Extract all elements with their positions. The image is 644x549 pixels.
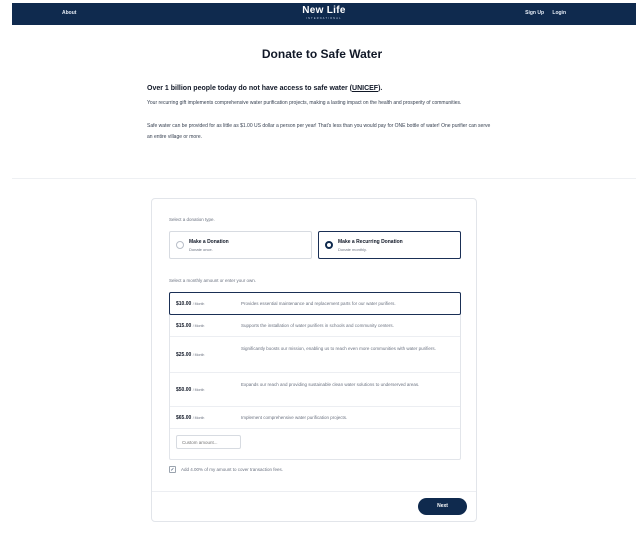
amount-option-25[interactable] [170, 337, 460, 373]
amount-number: $15.00 [176, 323, 192, 329]
amount-options-list [169, 292, 461, 460]
next-button[interactable]: Next [418, 498, 467, 515]
fee-checkbox[interactable]: ✓ [170, 467, 175, 473]
amount-per-month: / Month [192, 388, 205, 392]
auth-links [518, 10, 566, 16]
amount-per-month: / Month [192, 353, 205, 357]
donation-type-title: Make a Donation [189, 239, 229, 245]
nav-about-link[interactable]: About [62, 10, 77, 16]
amount-number: $50.00 [176, 387, 192, 393]
intro-section [147, 85, 492, 143]
intro-lead-text: Over 1 billion people today do not have access to safe water ( [147, 85, 353, 92]
amount-per-month: / Month [192, 324, 205, 328]
amount-description: Significantly boosts our mission, enabling us to reach even more communities with water purifiers. [241, 346, 436, 351]
radio-one-time[interactable] [176, 241, 184, 249]
amount-number: $10.00 [176, 301, 192, 307]
donation-type-recurring[interactable] [318, 231, 461, 259]
unicef-link[interactable]: UNICEF [352, 85, 379, 92]
nav-login-link[interactable]: Login [552, 10, 566, 16]
amount-per-month: / Month [192, 302, 205, 306]
amount-per-month: / Month [192, 416, 205, 420]
page-title: Donate to Safe Water [261, 47, 383, 61]
amount-description: Expands our reach and providing sustainable clean water solutions to underserved areas. [241, 382, 420, 387]
nav-signup-link[interactable]: Sign Up [525, 10, 544, 16]
intro-paragraph-1: Your recurring gift implements comprehensive water purification projects, making a lasting impact on the health and prosperity of communities. [147, 100, 462, 106]
amount-number: $25.00 [176, 352, 192, 358]
brand-subtitle: INTERNATIONAL [306, 17, 342, 20]
donation-type-label: Select a donation type. [169, 217, 215, 222]
section-divider [12, 178, 636, 179]
amount-value [176, 352, 204, 358]
card-footer-divider [152, 491, 476, 492]
amount-description: Implement comprehensive water purification projects. [241, 415, 348, 420]
amount-option-65[interactable] [170, 407, 460, 429]
donation-type-title: Make a Recurring Donation [338, 239, 403, 245]
intro-lead [147, 85, 492, 92]
amount-number: $65.00 [176, 415, 192, 421]
amount-label: Select a monthly amount or enter your own. [169, 278, 257, 283]
radio-recurring[interactable] [325, 241, 333, 249]
amount-option-50[interactable] [170, 373, 460, 407]
amount-option-15[interactable] [170, 315, 460, 337]
donation-type-subtitle: Donate monthly. [338, 247, 367, 252]
amount-description: Provides essential maintenance and replacement parts for our water purifiers. [241, 301, 396, 306]
brand-name: New Life [302, 5, 346, 16]
top-nav-bar [12, 3, 636, 25]
amount-value [176, 301, 204, 307]
fee-label: Add 4.00% of my amount to cover transaction fees. [181, 467, 284, 472]
intro-paragraph-2: Safe water can be provided for as little as $1.00 US dollar a person per year! That's less than you would pay for ONE bottle of water! One purifier can serve an entire village or more. [147, 123, 491, 140]
amount-option-10[interactable] [169, 292, 461, 315]
donation-type-one-time[interactable] [169, 231, 312, 259]
custom-amount-input[interactable] [176, 435, 241, 449]
amount-value [176, 387, 204, 393]
donation-form-card [151, 198, 477, 522]
amount-value [176, 415, 204, 421]
amount-description: Supports the installation of water purifiers in schools and community centers. [241, 323, 394, 328]
amount-value [176, 323, 204, 329]
intro-lead-end: ). [378, 85, 383, 92]
donation-type-subtitle: Donate once. [189, 247, 213, 252]
